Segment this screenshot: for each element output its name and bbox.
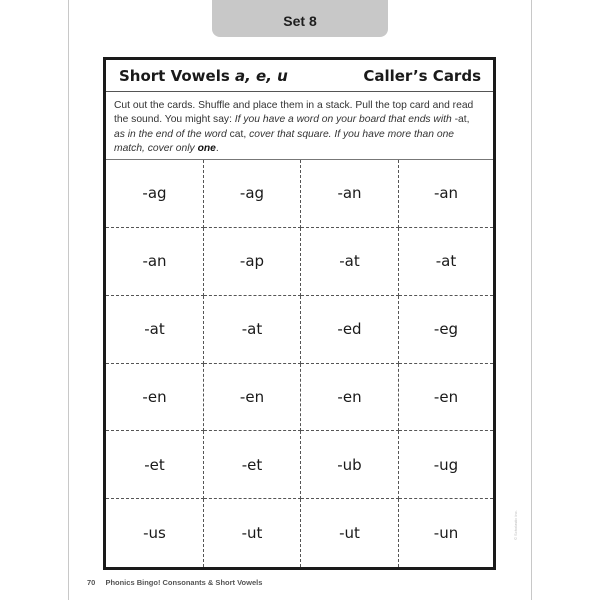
instr-italic: as in the end of the word	[114, 128, 227, 140]
card: -an	[399, 160, 493, 228]
card: -et	[204, 431, 301, 499]
card: -un	[433, 524, 459, 543]
header-band	[106, 60, 493, 92]
instr-text: -at,	[451, 114, 470, 126]
card: -an	[106, 228, 204, 296]
page-number: 70	[87, 578, 96, 587]
card: -et	[106, 431, 204, 499]
card: -ut	[301, 499, 399, 567]
instr-italic: cover that square. If you have more than one match, cover only	[114, 128, 455, 154]
instr-text: cat,	[226, 128, 250, 140]
instr-emphasis: one	[197, 142, 216, 154]
card: -at	[301, 228, 399, 296]
card: -at	[399, 228, 493, 296]
callers-cards-box	[103, 57, 496, 570]
instr-italic: If you have a word on your board that ends with	[234, 114, 452, 126]
copyright-notice: © Scholastic Inc.	[513, 510, 518, 540]
card: -ag	[106, 160, 204, 228]
card: -ug	[399, 431, 493, 499]
cards-grid	[106, 160, 493, 567]
card: -en	[204, 364, 301, 432]
card: -at	[204, 296, 301, 364]
card: -ut	[204, 499, 301, 567]
card: -eg	[399, 296, 493, 364]
title-prefix: Short Vowels	[119, 66, 235, 85]
page-edge-left	[68, 0, 69, 600]
instructions	[106, 92, 493, 160]
card: -an	[301, 160, 399, 228]
card: -at	[106, 296, 204, 364]
card: -en	[301, 364, 399, 432]
card: -ub	[301, 431, 399, 499]
card: -us	[106, 499, 204, 567]
instr-text: .	[215, 142, 219, 154]
worksheet-title	[119, 67, 288, 85]
set-label: Set 8	[283, 13, 317, 29]
card: -ed	[301, 296, 399, 364]
instr-text: Cut out the cards. Shuffle and place them in a stack. Pull the top card and read the sound. You might say:	[114, 100, 474, 126]
page-edge-right	[531, 0, 532, 600]
card: -ap	[204, 228, 301, 296]
worksheet-subtitle: Caller’s Cards	[363, 66, 481, 85]
page-footer	[87, 578, 262, 587]
set-tab	[212, 0, 388, 37]
card: -en	[399, 364, 493, 432]
card: -ag	[204, 160, 301, 228]
title-vowels: a, e, u	[235, 66, 288, 85]
book-title: Phonics Bingo! Consonants & Short Vowels	[105, 578, 263, 587]
card: -en	[106, 364, 204, 432]
